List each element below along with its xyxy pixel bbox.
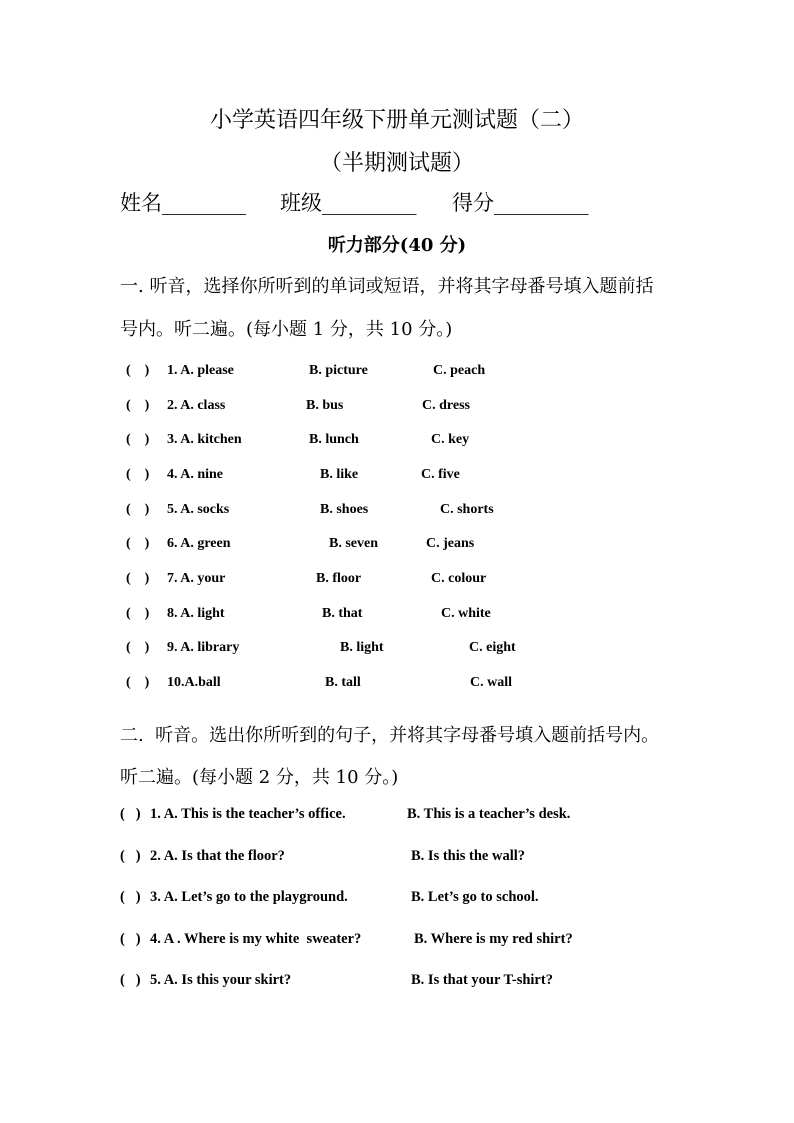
answer-bracket[interactable]: ( ): [126, 432, 150, 447]
answer-bracket[interactable]: ( ): [120, 806, 141, 822]
option-a: 10.A.ball: [167, 675, 221, 690]
answer-bracket[interactable]: ( ): [126, 675, 150, 690]
option-c: C. jeans: [426, 536, 475, 551]
answer-bracket[interactable]: ( ): [126, 571, 150, 586]
option-b: B. floor: [316, 571, 362, 586]
name-field-label: 姓名________: [120, 191, 246, 215]
option-a: 8. A. light: [167, 606, 225, 621]
option-a: 1. A. please: [167, 363, 234, 378]
option-a: 9. A. library: [167, 640, 240, 655]
score-field-label: 得分_________: [452, 191, 589, 215]
page-title: 小学英语四年级下册单元测试题（二）: [209, 108, 584, 133]
option-c: C. peach: [433, 363, 486, 378]
sentence-option-b: B. Is that your T-shirt?: [411, 972, 553, 988]
part2-instruction-line2: 听二遍。(每小题 2 分，共 10 分。): [120, 767, 399, 788]
class-field-label: 班级_________: [280, 191, 417, 215]
answer-bracket[interactable]: ( ): [126, 363, 150, 378]
option-c: C. wall: [470, 675, 512, 690]
option-a: 7. A. your: [167, 571, 226, 586]
sentence-option-a: 4. A . Where is my white sweater?: [150, 931, 362, 947]
option-b: B. lunch: [309, 432, 359, 447]
sentence-option-b: B. Let’s go to school.: [411, 889, 539, 905]
sentence-option-a: 3. A. Let’s go to the playground.: [150, 889, 348, 905]
option-c: C. eight: [469, 640, 516, 655]
answer-bracket[interactable]: ( ): [120, 889, 141, 905]
part1-instruction-line1: 一. 听音，选择你所听到的单词或短语，并将其字母番号填入题前括: [120, 276, 654, 297]
option-c: C. white: [441, 606, 491, 621]
option-b: B. shoes: [320, 502, 369, 517]
sentence-option-a: 5. A. Is this your skirt?: [150, 972, 292, 988]
answer-bracket[interactable]: ( ): [126, 606, 150, 621]
answer-bracket[interactable]: ( ): [126, 467, 150, 482]
part2-instruction-line1: 二. 听音。选出你所听到的句子，并将其字母番号填入题前括号内。: [120, 725, 660, 746]
sentence-option-b: B. Where is my red shirt?: [414, 931, 573, 947]
listening-section-title: 听力部分(40 分): [327, 235, 467, 256]
answer-bracket[interactable]: ( ): [126, 502, 150, 517]
answer-bracket[interactable]: ( ): [126, 640, 150, 655]
sentence-option-b: B. Is this the wall?: [411, 848, 526, 864]
part1-instruction-line2: 号内。听二遍。(每小题 1 分，共 10 分。): [120, 319, 453, 340]
sentence-option-b: B. This is a teacher’s desk.: [407, 806, 571, 822]
option-c: C. key: [431, 432, 470, 447]
option-a: 2. A. class: [167, 398, 226, 413]
option-c: C. shorts: [440, 502, 494, 517]
option-a: 4. A. nine: [167, 467, 224, 482]
option-b: B. picture: [309, 363, 368, 378]
sentence-option-a: 1. A. This is the teacher’s office.: [150, 806, 346, 822]
option-b: B. that: [322, 606, 363, 621]
option-a: 5. A. socks: [167, 502, 230, 517]
answer-bracket[interactable]: ( ): [120, 848, 141, 864]
option-b: B. bus: [306, 398, 344, 413]
option-b: B. tall: [325, 675, 361, 690]
option-b: B. like: [320, 467, 359, 482]
page-subtitle: （半期测试题）: [319, 151, 474, 176]
option-c: C. dress: [422, 398, 470, 413]
option-a: 3. A. kitchen: [167, 432, 242, 447]
option-c: C. colour: [431, 571, 487, 586]
answer-bracket[interactable]: ( ): [120, 931, 141, 947]
option-b: B. light: [340, 640, 384, 655]
sentence-option-a: 2. A. Is that the floor?: [150, 848, 285, 864]
option-c: C. five: [421, 467, 460, 482]
answer-bracket[interactable]: ( ): [120, 972, 141, 988]
option-b: B. seven: [329, 536, 378, 551]
answer-bracket[interactable]: ( ): [126, 398, 150, 413]
answer-bracket[interactable]: ( ): [126, 536, 150, 551]
option-a: 6. A. green: [167, 536, 231, 551]
